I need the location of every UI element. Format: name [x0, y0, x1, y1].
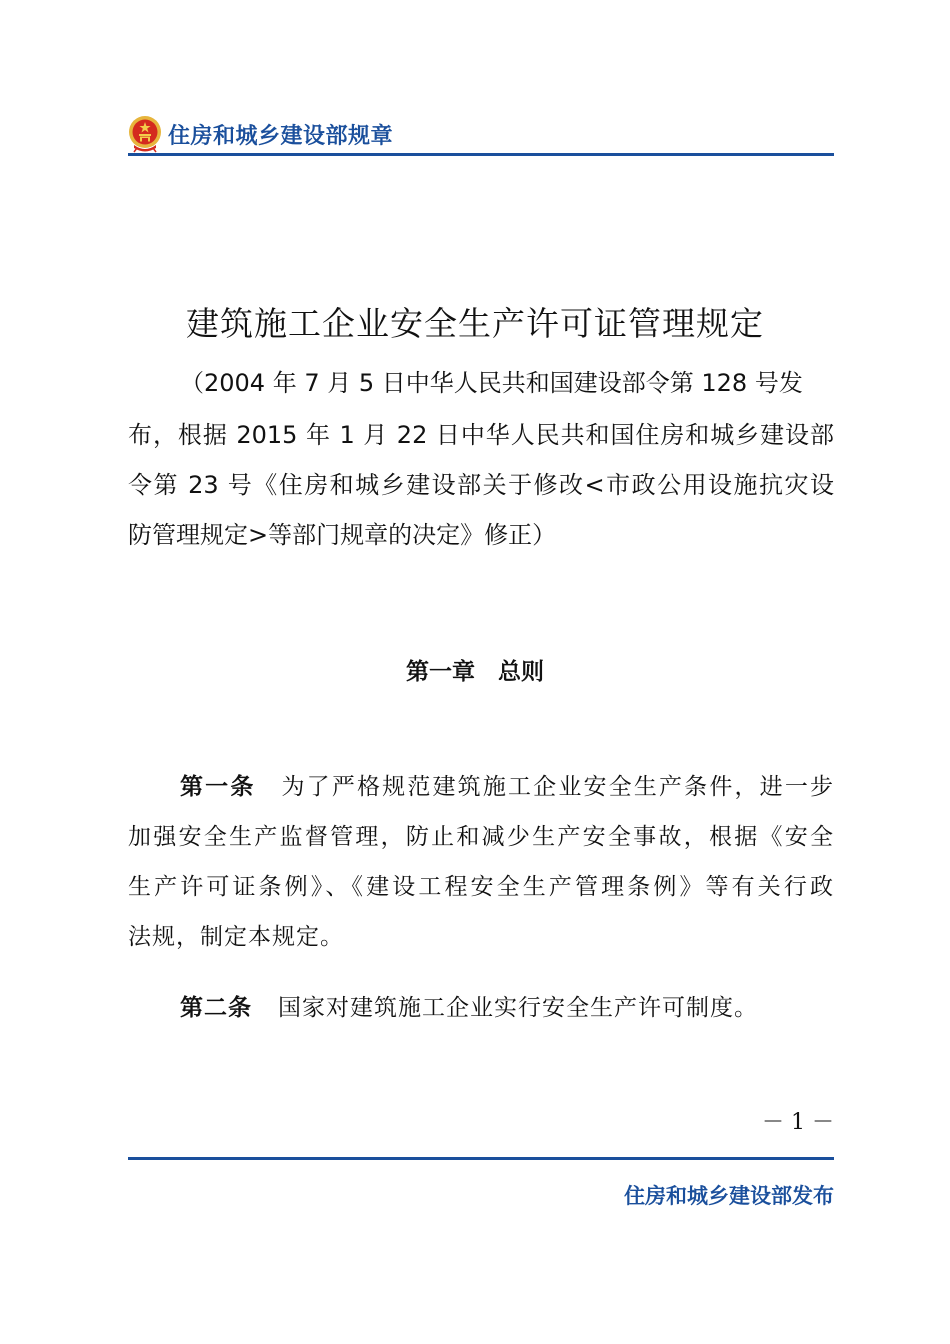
footer-publisher: 住房和城乡建设部发布 [624, 1184, 834, 1208]
footer-divider [128, 1157, 834, 1160]
document-title: 建筑施工企业安全生产许可证管理规定 [186, 304, 764, 343]
article-label: 第一条 [180, 774, 256, 800]
article-line: 生产许可证条例》、《建设工程安全生产管理条例》等有关行政 [128, 874, 834, 900]
article-line [128, 772, 834, 802]
subtitle-line: 防管理规定>等部门规章的决定》修正） [128, 521, 557, 549]
national-emblem-icon [128, 115, 162, 153]
page-number: － 1 － [762, 1110, 834, 1135]
subtitle-line: 令第 23 号《住房和城乡建设部关于修改<市政公用设施抗灾设 [128, 471, 834, 499]
article-text: 为了严格规范建筑施工企业安全生产条件，进一步 [281, 774, 834, 800]
article-text: 国家对建筑施工企业实行安全生产许可制度。 [278, 995, 758, 1021]
article-line: 加强安全生产监督管理，防止和减少生产安全事故，根据《安全 [128, 824, 834, 850]
header-title: 住房和城乡建设部规章 [168, 124, 394, 149]
chapter-heading: 第一章 总则 [406, 659, 544, 685]
subtitle-line: 布，根据 2015 年 1 月 22 日中华人民共和国住房和城乡建设部 [128, 421, 834, 449]
article-line [128, 993, 834, 1023]
header-divider [128, 153, 834, 156]
article-line: 法规，制定本规定。 [128, 924, 344, 950]
article-label: 第二条 [180, 995, 252, 1021]
subtitle-line: （2004 年 7 月 5 日中华人民共和国建设部令第 128 号发 [180, 369, 803, 397]
page-header [128, 112, 834, 156]
